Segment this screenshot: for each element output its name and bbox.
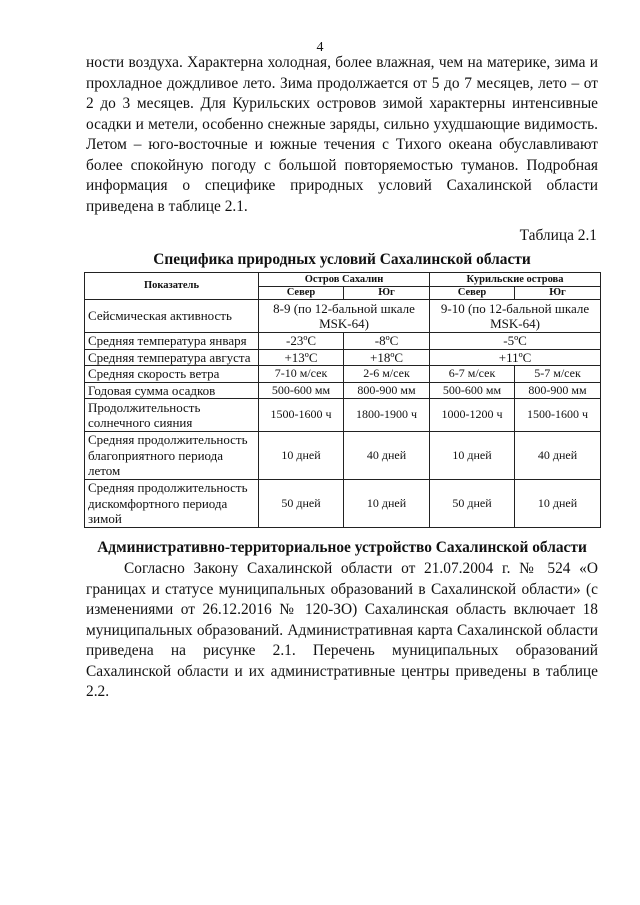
table-row: [85, 349, 601, 366]
cell-value: +18ºС: [344, 349, 430, 366]
intro-paragraph: ности воздуха. Характерна холодная, более влажная, чем на материке, зима и прохладное дождливое лето. Зима продолжается от 5 до 7 месяцев, лето – от 2 до 3 месяцев. Для Курильских островов зимой характерны интенсивные осадки и метели, особенно снежные заряды, сильно ухудшающие видимость. Летом – юго-восточные и южные течения с Тихого океана обуславливают более спокойную погоду с большой повторяемостью туманов. Подробная информация о специфике природных условий Сахалинской области приведена в таблице 2.1.: [86, 54, 598, 215]
cell-value: 10 дней: [430, 432, 515, 480]
table-title: Специфика природных условий Сахалинской области: [153, 251, 531, 268]
table-header-row: [85, 273, 601, 287]
header-sakhalin: Остров Сахалин: [259, 273, 430, 287]
header-kurils-north: Север: [430, 287, 515, 300]
table-row: [85, 366, 601, 383]
cell-value: 1800-1900 ч: [344, 399, 430, 432]
cell-value: 1500-1600 ч: [259, 399, 344, 432]
cell-value: 50 дней: [430, 480, 515, 528]
cell-value: 800-900 мм: [344, 382, 430, 399]
cell-value: 1500-1600 ч: [515, 399, 601, 432]
header-sakhalin-south: Юг: [344, 287, 430, 300]
row-label: Сейсмическая активность: [85, 300, 259, 333]
cell-value: 9-10 (по 12-бальной шкале MSK-64): [430, 300, 601, 333]
cell-value: 500-600 мм: [430, 382, 515, 399]
cell-value: 50 дней: [259, 480, 344, 528]
row-label: Средняя температура августа: [85, 349, 259, 366]
cell-value: 40 дней: [344, 432, 430, 480]
cell-value: -23ºС: [259, 333, 344, 350]
table-row: [85, 382, 601, 399]
cell-value: 10 дней: [344, 480, 430, 528]
section-paragraph: Согласно Закону Сахалинской области от 21.07.2004 г. № 524 «О границах и статусе муниципальных образований в Сахалинской области» (с изменениями от 26.12.2016 № 120-ЗО) Сахалинская область включает 18 муниципальных образований. Административная карта Сахалинской области приведена на рисунке 2.1. Перечень муниципальных образований Сахалинской области и их административные центры приведены в таблице 2.2.: [86, 560, 598, 700]
header-indicator: Показатель: [85, 273, 259, 300]
table-row: [85, 300, 601, 333]
header-kurils: Курильские острова: [430, 273, 601, 287]
row-label: Средняя скорость ветра: [85, 366, 259, 383]
table-row: [85, 432, 601, 480]
cell-value: 8-9 (по 12-бальной шкале MSK-64): [259, 300, 430, 333]
header-kurils-south: Юг: [515, 287, 601, 300]
page-number: 4: [316, 40, 324, 55]
cell-value: 500-600 мм: [259, 382, 344, 399]
cell-value: 6-7 м/сек: [430, 366, 515, 383]
cell-value: 800-900 мм: [515, 382, 601, 399]
cell-value: 1000-1200 ч: [430, 399, 515, 432]
table-number: Таблица 2.1: [519, 227, 597, 244]
cell-value: +13ºС: [259, 349, 344, 366]
header-sakhalin-north: Север: [259, 287, 344, 300]
cell-value: 40 дней: [515, 432, 601, 480]
cell-value: 5-7 м/сек: [515, 366, 601, 383]
table-row: [85, 399, 601, 432]
natural-conditions-table: [84, 272, 601, 528]
table-row: [85, 480, 601, 528]
section-heading: Административно-территориальное устройство Сахалинской области: [97, 539, 587, 556]
cell-value: 10 дней: [515, 480, 601, 528]
row-label: Средняя температура января: [85, 333, 259, 350]
table-row: [85, 333, 601, 350]
cell-value: 7-10 м/сек: [259, 366, 344, 383]
row-label: Средняя продолжительность благоприятного периода летом: [85, 432, 259, 480]
cell-value: +11ºС: [430, 349, 601, 366]
cell-value: 2-6 м/сек: [344, 366, 430, 383]
cell-value: -8ºС: [344, 333, 430, 350]
row-label: Продолжительность солнечного сияния: [85, 399, 259, 432]
row-label: Средняя продолжительность дискомфортного периода зимой: [85, 480, 259, 528]
cell-value: -5ºС: [430, 333, 601, 350]
row-label: Годовая сумма осадков: [85, 382, 259, 399]
cell-value: 10 дней: [259, 432, 344, 480]
